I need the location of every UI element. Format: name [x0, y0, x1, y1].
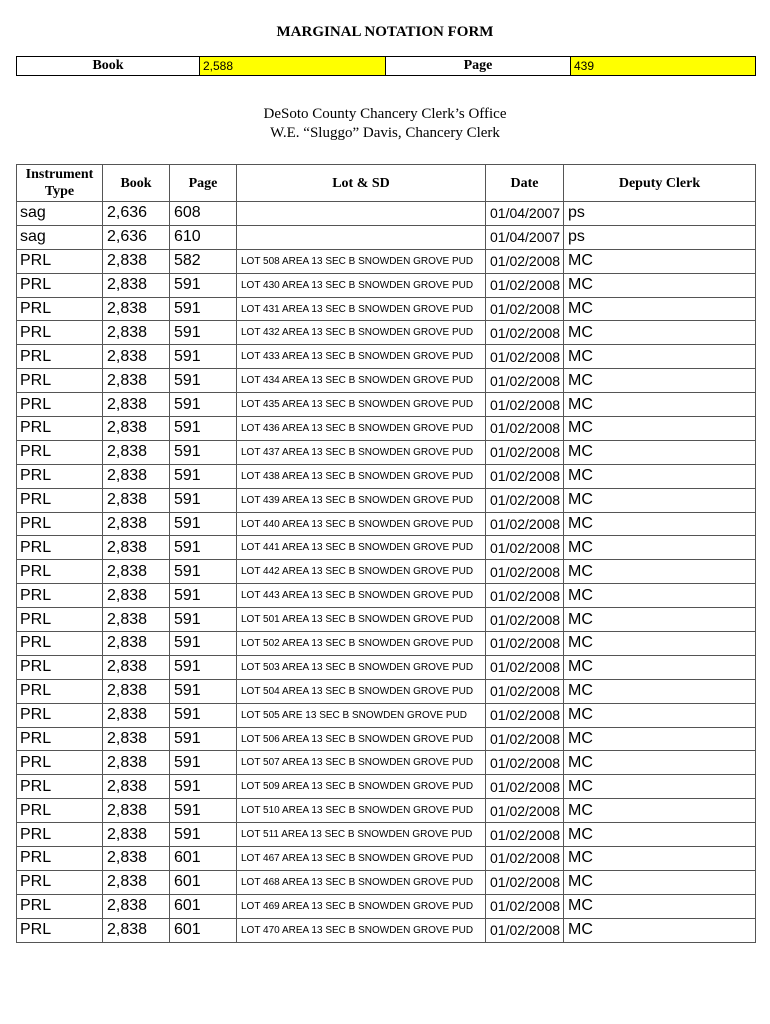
instrument-type-cell: PRL [17, 894, 103, 918]
deputy-clerk-cell: MC [564, 512, 756, 536]
page-label: Page [386, 57, 571, 76]
table-row [17, 655, 756, 679]
notation-table [16, 164, 756, 943]
book-cell: 2,838 [103, 727, 170, 751]
lot-sd-cell: LOT 437 AREA 13 SEC B SNOWDEN GROVE PUD [237, 440, 486, 464]
date-cell: 01/02/2008 [486, 440, 564, 464]
date-cell: 01/02/2008 [486, 870, 564, 894]
book-cell: 2,838 [103, 560, 170, 584]
table-row [17, 512, 756, 536]
table-row [17, 273, 756, 297]
table-row [17, 918, 756, 942]
lot-sd-cell: LOT 430 AREA 13 SEC B SNOWDEN GROVE PUD [237, 273, 486, 297]
col-lot-sd: Lot & SD [237, 165, 486, 202]
table-row [17, 703, 756, 727]
date-cell: 01/02/2008 [486, 655, 564, 679]
book-value-field[interactable]: 2,588 [200, 57, 386, 76]
page-cell: 591 [170, 632, 237, 656]
table-row [17, 202, 756, 226]
lot-sd-cell: LOT 443 AREA 13 SEC B SNOWDEN GROVE PUD [237, 584, 486, 608]
instrument-type-cell: PRL [17, 775, 103, 799]
table-row [17, 393, 756, 417]
lot-sd-cell: LOT 470 AREA 13 SEC B SNOWDEN GROVE PUD [237, 918, 486, 942]
book-cell: 2,838 [103, 249, 170, 273]
deputy-clerk-cell: MC [564, 369, 756, 393]
deputy-clerk-cell: MC [564, 488, 756, 512]
book-cell: 2,838 [103, 345, 170, 369]
deputy-clerk-cell: MC [564, 751, 756, 775]
deputy-clerk-cell: MC [564, 608, 756, 632]
book-cell: 2,838 [103, 918, 170, 942]
instrument-type-cell: PRL [17, 536, 103, 560]
deputy-clerk-cell: MC [564, 894, 756, 918]
deputy-clerk-cell: MC [564, 345, 756, 369]
instrument-type-cell: PRL [17, 345, 103, 369]
deputy-clerk-cell: MC [564, 321, 756, 345]
deputy-clerk-cell: MC [564, 560, 756, 584]
page-value-field[interactable]: 439 [571, 57, 756, 76]
deputy-clerk-cell: MC [564, 727, 756, 751]
book-cell: 2,838 [103, 321, 170, 345]
date-cell: 01/02/2008 [486, 894, 564, 918]
date-cell: 01/02/2008 [486, 321, 564, 345]
page-cell: 601 [170, 847, 237, 871]
date-cell: 01/02/2008 [486, 417, 564, 441]
page-cell: 591 [170, 369, 237, 393]
table-row [17, 464, 756, 488]
page-cell: 591 [170, 345, 237, 369]
table-row [17, 679, 756, 703]
book-cell: 2,838 [103, 632, 170, 656]
book-cell: 2,838 [103, 823, 170, 847]
lot-sd-cell: LOT 434 AREA 13 SEC B SNOWDEN GROVE PUD [237, 369, 486, 393]
instrument-type-cell: PRL [17, 297, 103, 321]
page-cell: 582 [170, 249, 237, 273]
lot-sd-cell: LOT 503 AREA 13 SEC B SNOWDEN GROVE PUD [237, 655, 486, 679]
date-cell: 01/02/2008 [486, 632, 564, 656]
book-cell: 2,838 [103, 655, 170, 679]
instrument-type-cell: PRL [17, 417, 103, 441]
lot-sd-cell: LOT 507 AREA 13 SEC B SNOWDEN GROVE PUD [237, 751, 486, 775]
instrument-type-cell: PRL [17, 321, 103, 345]
table-row [17, 870, 756, 894]
col-date: Date [486, 165, 564, 202]
book-cell: 2,838 [103, 393, 170, 417]
table-row [17, 775, 756, 799]
deputy-clerk-cell: MC [564, 464, 756, 488]
book-cell: 2,838 [103, 536, 170, 560]
instrument-type-cell: PRL [17, 512, 103, 536]
book-cell: 2,636 [103, 225, 170, 249]
deputy-clerk-cell: MC [564, 679, 756, 703]
book-cell: 2,838 [103, 775, 170, 799]
instrument-type-cell: PRL [17, 249, 103, 273]
page-cell: 591 [170, 608, 237, 632]
table-row [17, 369, 756, 393]
page-cell: 591 [170, 560, 237, 584]
date-cell: 01/02/2008 [486, 823, 564, 847]
instrument-type-cell: PRL [17, 584, 103, 608]
lot-sd-cell: LOT 505 ARE 13 SEC B SNOWDEN GROVE PUD [237, 703, 486, 727]
instrument-type-cell: PRL [17, 440, 103, 464]
page-cell: 601 [170, 918, 237, 942]
date-cell: 01/02/2008 [486, 273, 564, 297]
book-cell: 2,838 [103, 870, 170, 894]
date-cell: 01/02/2008 [486, 679, 564, 703]
book-cell: 2,636 [103, 202, 170, 226]
instrument-type-cell: PRL [17, 679, 103, 703]
deputy-clerk-cell: ps [564, 225, 756, 249]
book-cell: 2,838 [103, 488, 170, 512]
col-instrument-type: Instrument Type [17, 165, 103, 202]
lot-sd-cell: LOT 468 AREA 13 SEC B SNOWDEN GROVE PUD [237, 870, 486, 894]
page-cell: 591 [170, 751, 237, 775]
book-cell: 2,838 [103, 703, 170, 727]
col-deputy-clerk: Deputy Clerk [564, 165, 756, 202]
table-row [17, 847, 756, 871]
book-cell: 2,838 [103, 417, 170, 441]
page-cell: 601 [170, 894, 237, 918]
date-cell: 01/02/2008 [486, 918, 564, 942]
lot-sd-cell: LOT 432 AREA 13 SEC B SNOWDEN GROVE PUD [237, 321, 486, 345]
deputy-clerk-cell: MC [564, 823, 756, 847]
instrument-type-cell: PRL [17, 608, 103, 632]
table-row [17, 488, 756, 512]
deputy-clerk-cell: MC [564, 584, 756, 608]
page-cell: 591 [170, 823, 237, 847]
deputy-clerk-cell: MC [564, 273, 756, 297]
instrument-type-cell: PRL [17, 273, 103, 297]
lot-sd-cell: LOT 501 AREA 13 SEC B SNOWDEN GROVE PUD [237, 608, 486, 632]
deputy-clerk-cell: MC [564, 249, 756, 273]
table-row [17, 632, 756, 656]
page-cell: 601 [170, 870, 237, 894]
date-cell: 01/02/2008 [486, 393, 564, 417]
book-cell: 2,838 [103, 799, 170, 823]
date-cell: 01/02/2008 [486, 464, 564, 488]
lot-sd-cell: LOT 467 AREA 13 SEC B SNOWDEN GROVE PUD [237, 847, 486, 871]
lot-sd-cell: LOT 435 AREA 13 SEC B SNOWDEN GROVE PUD [237, 393, 486, 417]
lot-sd-cell: LOT 440 AREA 13 SEC B SNOWDEN GROVE PUD [237, 512, 486, 536]
table-row [17, 440, 756, 464]
page-cell: 591 [170, 464, 237, 488]
book-cell: 2,838 [103, 512, 170, 536]
table-row [17, 727, 756, 751]
deputy-clerk-cell: MC [564, 775, 756, 799]
date-cell: 01/02/2008 [486, 799, 564, 823]
instrument-type-cell: PRL [17, 918, 103, 942]
instrument-type-cell: PRL [17, 727, 103, 751]
deputy-clerk-cell: MC [564, 393, 756, 417]
table-row [17, 894, 756, 918]
date-cell: 01/02/2008 [486, 727, 564, 751]
table-row [17, 345, 756, 369]
date-cell: 01/02/2008 [486, 488, 564, 512]
col-book: Book [103, 165, 170, 202]
date-cell: 01/02/2008 [486, 608, 564, 632]
lot-sd-cell: LOT 469 AREA 13 SEC B SNOWDEN GROVE PUD [237, 894, 486, 918]
instrument-type-cell: PRL [17, 799, 103, 823]
date-cell: 01/04/2007 [486, 202, 564, 226]
date-cell: 01/02/2008 [486, 249, 564, 273]
lot-sd-cell: LOT 441 AREA 13 SEC B SNOWDEN GROVE PUD [237, 536, 486, 560]
deputy-clerk-cell: MC [564, 417, 756, 441]
date-cell: 01/02/2008 [486, 584, 564, 608]
lot-sd-cell [237, 225, 486, 249]
lot-sd-cell: LOT 506 AREA 13 SEC B SNOWDEN GROVE PUD [237, 727, 486, 751]
table-row [17, 536, 756, 560]
table-row [17, 417, 756, 441]
lot-sd-cell: LOT 439 AREA 13 SEC B SNOWDEN GROVE PUD [237, 488, 486, 512]
col-page: Page [170, 165, 237, 202]
instrument-type-cell: PRL [17, 393, 103, 417]
instrument-type-cell: PRL [17, 823, 103, 847]
table-row [17, 560, 756, 584]
table-row [17, 321, 756, 345]
office-name: DeSoto County Chancery Clerk’s Office [263, 106, 507, 122]
page-cell: 591 [170, 321, 237, 345]
deputy-clerk-cell: MC [564, 655, 756, 679]
instrument-type-cell: PRL [17, 703, 103, 727]
deputy-clerk-cell: MC [564, 297, 756, 321]
page-cell: 591 [170, 512, 237, 536]
lot-sd-cell: LOT 502 AREA 13 SEC B SNOWDEN GROVE PUD [237, 632, 486, 656]
date-cell: 01/02/2008 [486, 847, 564, 871]
date-cell: 01/02/2008 [486, 703, 564, 727]
instrument-type-cell: PRL [17, 560, 103, 584]
page-cell: 591 [170, 799, 237, 823]
deputy-clerk-cell: MC [564, 632, 756, 656]
deputy-clerk-cell: MC [564, 799, 756, 823]
table-row [17, 751, 756, 775]
office-heading [0, 105, 770, 143]
book-cell: 2,838 [103, 751, 170, 775]
instrument-type-cell: PRL [17, 632, 103, 656]
book-label: Book [17, 57, 200, 76]
deputy-clerk-cell: MC [564, 847, 756, 871]
page-cell: 608 [170, 202, 237, 226]
form-title: MARGINAL NOTATION FORM [276, 24, 494, 40]
instrument-type-cell: PRL [17, 655, 103, 679]
table-row [17, 823, 756, 847]
table-header-row [17, 165, 756, 202]
date-cell: 01/02/2008 [486, 560, 564, 584]
lot-sd-cell: LOT 431 AREA 13 SEC B SNOWDEN GROVE PUD [237, 297, 486, 321]
lot-sd-cell: LOT 510 AREA 13 SEC B SNOWDEN GROVE PUD [237, 799, 486, 823]
deputy-clerk-cell: ps [564, 202, 756, 226]
deputy-clerk-cell: MC [564, 918, 756, 942]
instrument-type-cell: PRL [17, 751, 103, 775]
instrument-type-cell: PRL [17, 464, 103, 488]
book-cell: 2,838 [103, 297, 170, 321]
page-cell: 591 [170, 655, 237, 679]
lot-sd-cell: LOT 438 AREA 13 SEC B SNOWDEN GROVE PUD [237, 464, 486, 488]
book-cell: 2,838 [103, 273, 170, 297]
instrument-type-cell: PRL [17, 870, 103, 894]
date-cell: 01/02/2008 [486, 297, 564, 321]
book-cell: 2,838 [103, 679, 170, 703]
date-cell: 01/02/2008 [486, 369, 564, 393]
book-cell: 2,838 [103, 369, 170, 393]
page-cell: 591 [170, 440, 237, 464]
lot-sd-cell: LOT 504 AREA 13 SEC B SNOWDEN GROVE PUD [237, 679, 486, 703]
date-cell: 01/02/2008 [486, 345, 564, 369]
lot-sd-cell: LOT 442 AREA 13 SEC B SNOWDEN GROVE PUD [237, 560, 486, 584]
page-cell: 591 [170, 584, 237, 608]
instrument-type-cell: sag [17, 202, 103, 226]
instrument-type-cell: PRL [17, 488, 103, 512]
table-row [17, 608, 756, 632]
book-cell: 2,838 [103, 894, 170, 918]
page-cell: 591 [170, 417, 237, 441]
clerk-name: W.E. “Sluggo” Davis, Chancery Clerk [270, 125, 500, 141]
book-page-header [16, 56, 756, 76]
book-cell: 2,838 [103, 440, 170, 464]
table-row [17, 249, 756, 273]
lot-sd-cell: LOT 436 AREA 13 SEC B SNOWDEN GROVE PUD [237, 417, 486, 441]
deputy-clerk-cell: MC [564, 440, 756, 464]
table-row [17, 297, 756, 321]
instrument-type-cell: PRL [17, 847, 103, 871]
lot-sd-cell: LOT 509 AREA 13 SEC B SNOWDEN GROVE PUD [237, 775, 486, 799]
book-cell: 2,838 [103, 464, 170, 488]
date-cell: 01/02/2008 [486, 512, 564, 536]
page-cell: 591 [170, 679, 237, 703]
book-cell: 2,838 [103, 584, 170, 608]
page-cell: 591 [170, 727, 237, 751]
table-row [17, 584, 756, 608]
deputy-clerk-cell: MC [564, 870, 756, 894]
page-cell: 591 [170, 703, 237, 727]
date-cell: 01/02/2008 [486, 775, 564, 799]
lot-sd-cell: LOT 508 AREA 13 SEC B SNOWDEN GROVE PUD [237, 249, 486, 273]
deputy-clerk-cell: MC [564, 536, 756, 560]
instrument-type-cell: sag [17, 225, 103, 249]
instrument-type-cell: PRL [17, 369, 103, 393]
page-cell: 591 [170, 775, 237, 799]
date-cell: 01/04/2007 [486, 225, 564, 249]
lot-sd-cell [237, 202, 486, 226]
lot-sd-cell: LOT 433 AREA 13 SEC B SNOWDEN GROVE PUD [237, 345, 486, 369]
book-cell: 2,838 [103, 608, 170, 632]
book-cell: 2,838 [103, 847, 170, 871]
page-cell: 591 [170, 297, 237, 321]
deputy-clerk-cell: MC [564, 703, 756, 727]
page-cell: 591 [170, 393, 237, 417]
page-cell: 591 [170, 273, 237, 297]
page-cell: 610 [170, 225, 237, 249]
date-cell: 01/02/2008 [486, 536, 564, 560]
page-cell: 591 [170, 488, 237, 512]
lot-sd-cell: LOT 511 AREA 13 SEC B SNOWDEN GROVE PUD [237, 823, 486, 847]
table-row [17, 225, 756, 249]
page-cell: 591 [170, 536, 237, 560]
date-cell: 01/02/2008 [486, 751, 564, 775]
table-row [17, 799, 756, 823]
